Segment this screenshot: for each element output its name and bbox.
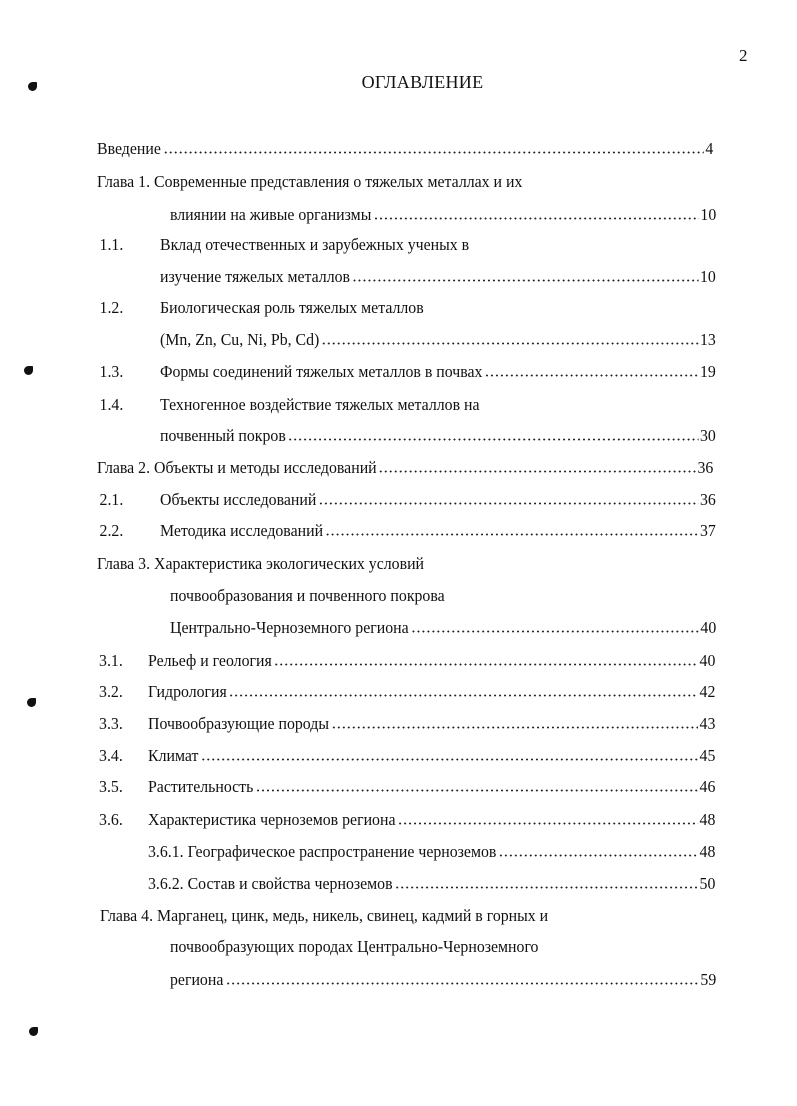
scan-mark: [27, 698, 36, 707]
toc-entry: [99, 394, 716, 416]
dot-leader: [411, 630, 699, 633]
toc-entry: [99, 809, 716, 831]
toc-entry: [99, 520, 716, 542]
toc-entry-number: 1.1.: [99, 235, 124, 254]
toc-entry: [99, 650, 716, 672]
toc-entry-text: Рельеф и геология: [148, 651, 272, 670]
toc-entry-page: 36: [697, 458, 714, 477]
toc-entry-text: 3.6.2. Состав и свойства черноземов: [148, 874, 393, 893]
toc-entry-text: Центрально-Черноземного региона: [170, 618, 409, 637]
toc-entry-number: 1.4.: [99, 395, 124, 414]
toc-entry-text: Введение: [97, 139, 161, 158]
toc-entry-text: Вклад отечественных и зарубежных ученых в: [160, 235, 470, 254]
toc-entry-text: Формы соединений тяжелых металлов в почвах: [160, 362, 483, 381]
dot-leader: [288, 438, 698, 441]
dot-leader: [321, 342, 698, 345]
toc-entry-page: 19: [700, 362, 716, 381]
toc-entry-text: влиянии на живые организмы: [170, 205, 372, 224]
page-title: ОГЛАВЛЕНИЕ: [361, 72, 484, 92]
scan-mark: [29, 1027, 38, 1036]
toc-entry-page: 30: [700, 426, 716, 445]
toc-entry-text: Глава 4. Марганец, цинк, медь, никель, свинец, кадмий в горных и: [100, 906, 549, 925]
toc-entry-text: Глава 1. Современные представления о тяжелых металлах и их: [97, 172, 523, 191]
toc-entry-page: 37: [700, 521, 716, 540]
toc-entry: [99, 489, 716, 511]
dot-leader: [325, 533, 698, 536]
toc-entry: [97, 138, 713, 160]
toc-entry-page: 36: [700, 490, 716, 509]
toc-entry: [160, 266, 716, 288]
dot-leader: [498, 854, 697, 857]
toc-entry: [148, 873, 715, 895]
dot-leader: [373, 217, 698, 220]
toc-entry-text: 3.6.1. Географическое распространение черноземов: [148, 842, 497, 861]
dot-leader: [331, 726, 698, 729]
toc-entry: [97, 457, 713, 479]
toc-entry-text: Гидрология: [148, 682, 227, 701]
toc-entry: [170, 969, 716, 991]
toc-entry-page: 10: [700, 205, 717, 224]
toc-entry-page: 13: [700, 330, 716, 349]
toc-entry-page: 50: [699, 874, 716, 893]
toc-entry-text: изучение тяжелых металлов: [160, 267, 351, 286]
toc-entry-page: 45: [699, 746, 716, 765]
toc-entry-text: Техногенное воздействие тяжелых металлов на: [160, 395, 480, 414]
toc-entry-number: 3.1.: [99, 651, 123, 670]
toc-entry: [170, 585, 716, 607]
toc-entry: [99, 745, 716, 767]
dot-leader: [379, 470, 696, 473]
toc-entry-text: Объекты исследований: [160, 490, 317, 509]
toc-entry: [99, 234, 716, 256]
dot-leader: [318, 502, 698, 505]
toc-entry: [99, 297, 716, 319]
toc-entry: [170, 936, 716, 958]
toc-entry-page: 48: [699, 810, 716, 829]
toc-entry-page: 10: [700, 267, 716, 286]
toc-entry-text: почвообразования и почвенного покрова: [170, 586, 445, 605]
dot-leader: [352, 279, 698, 282]
dot-leader: [163, 151, 704, 154]
dot-leader: [394, 886, 697, 889]
toc-entry: [170, 204, 716, 226]
toc-entry: [170, 617, 716, 639]
toc-entry-text: Глава 2. Объекты и методы исследований: [97, 458, 377, 477]
toc-entry-page: 4: [705, 139, 714, 158]
toc-entry-text: почвенный покров: [160, 426, 286, 445]
toc-entry: [99, 361, 716, 383]
toc-entry-number: 2.2.: [99, 521, 124, 540]
toc-entry-text: Характеристика черноземов региона: [148, 810, 396, 829]
toc-entry-page: 59: [700, 970, 717, 989]
dot-leader: [200, 758, 697, 761]
dot-leader: [274, 663, 698, 666]
page-number: 2: [739, 46, 748, 65]
toc-entry-page: 43: [699, 714, 716, 733]
dot-leader: [484, 374, 698, 377]
toc-entry-page: 40: [699, 651, 716, 670]
toc-entry-text: Почвообразующие породы: [148, 714, 329, 733]
toc-entry: [99, 681, 716, 703]
dot-leader: [225, 982, 698, 985]
scan-mark: [28, 82, 37, 91]
toc-entry-text: (Mn, Zn, Cu, Ni, Pb, Cd): [160, 330, 320, 349]
toc-entry-number: 3.4.: [99, 746, 123, 765]
toc-entry-page: 48: [699, 842, 716, 861]
toc-entry-text: Климат: [148, 746, 199, 765]
toc-entry-number: 3.6.: [99, 810, 123, 829]
toc-entry-text: региона: [170, 970, 224, 989]
toc-entry-number: 1.2.: [99, 298, 124, 317]
toc-entry-page: 42: [699, 682, 716, 701]
scan-mark: [24, 366, 33, 375]
toc-entry-text: Глава 3. Характеристика экологических условий: [97, 554, 425, 573]
toc-entry-page: 46: [699, 777, 716, 796]
dot-leader: [229, 694, 698, 697]
toc-entry-text: Методика исследований: [160, 521, 324, 540]
toc-entry: [100, 905, 713, 927]
toc-entry-text: Растительность: [148, 777, 254, 796]
dot-leader: [255, 789, 697, 792]
toc-entry-number: 3.2.: [99, 682, 123, 701]
toc-entry: [97, 171, 713, 193]
toc-entry-number: 2.1.: [99, 490, 124, 509]
toc-entry: [148, 841, 715, 863]
toc-entry-number: 3.3.: [99, 714, 123, 733]
toc-entry: [160, 425, 716, 447]
toc-entry: [97, 553, 713, 575]
toc-entry-number: 1.3.: [99, 362, 124, 381]
toc-entry-page: 40: [700, 618, 717, 637]
toc-entry-text: Биологическая роль тяжелых металлов: [160, 298, 424, 317]
dot-leader: [397, 822, 697, 825]
toc-entry-text: почвообразующих породах Центрально-Черноземного: [170, 937, 539, 956]
toc-entry: [99, 776, 716, 798]
toc-entry: [160, 329, 716, 351]
toc-entry: [99, 713, 716, 735]
toc-entry-number: 3.5.: [99, 777, 123, 796]
